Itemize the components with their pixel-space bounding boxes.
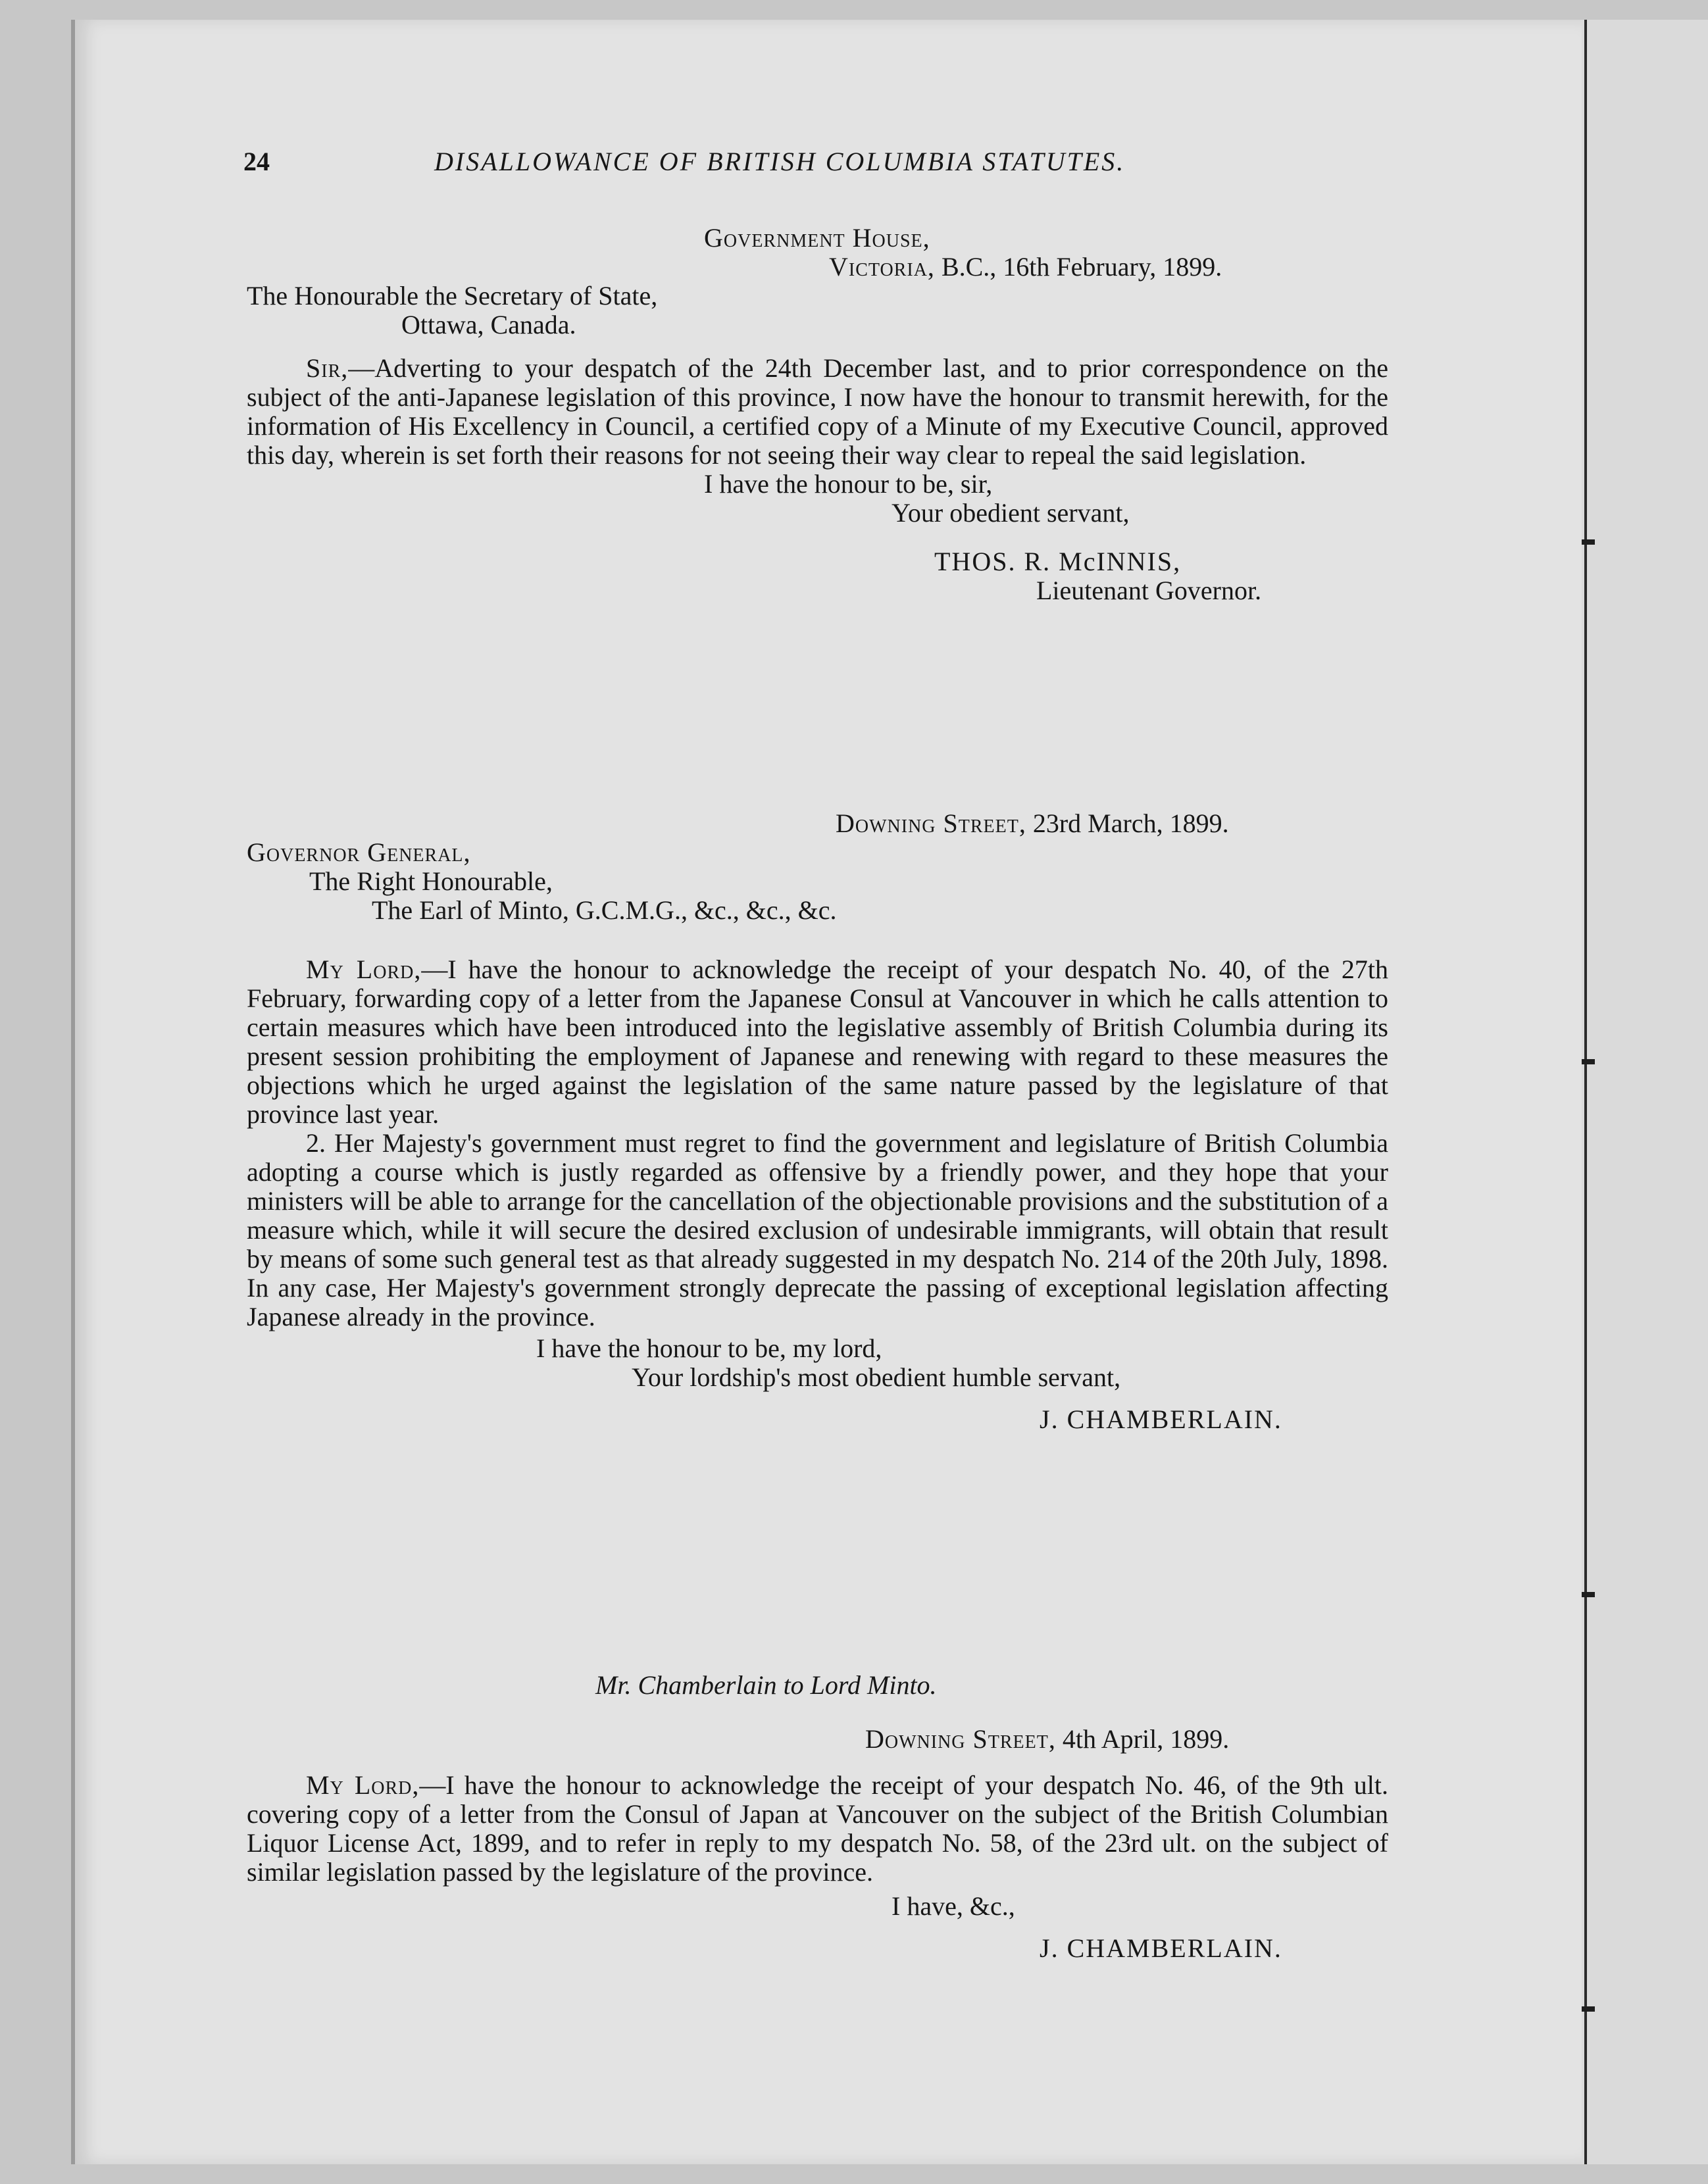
letter-2-place-date: Downing Street, 23rd March, 1899. (836, 808, 1229, 838)
page-gutter (1578, 20, 1708, 2164)
letter-1-signature-title: Lieutenant Governor. (1036, 576, 1262, 605)
letter-2-paragraph-2: 2. Her Majesty's government must regret to find the government and legislature of British Columbia adopting a course which is justly regarded as offensive by a friendly power, and they hope that your ministers will be able to arrange for the cancellation of the objectionable provisions and the substitution of a measure which, while it will secure the desired exclusion of undesirable immigrants, will obtain that result by means of some such general test as that already suggested in my despatch No. 214 of the 20th July, 1898. In any case, Her Majesty's government strongly deprecate the passing of exceptional legislation affecting Japanese already in the province. (247, 1128, 1388, 1331)
letter-2-closing-2: Your lordship's most obedient humble servant, (632, 1362, 1121, 1392)
letter-2-salutation: My Lord, (306, 955, 422, 984)
letter-3-closing: I have, &c., (892, 1891, 1015, 1921)
letter-2 (247, 809, 1388, 1434)
letter-1-addressee: The Honourable the Secretary of State, (247, 281, 658, 310)
letter-2-addressee-2: The Right Honourable, (309, 866, 553, 896)
running-title: DISALLOWANCE OF BRITISH COLUMBIA STATUTES. (434, 147, 1126, 176)
letter-3-salutation: My Lord, (306, 1770, 420, 1800)
page-number: 24 (243, 147, 270, 176)
letter-3-heading: Mr. Chamberlain to Lord Minto. (595, 1670, 937, 1700)
letter-1-addressee-city: Ottawa, Canada. (401, 310, 576, 339)
letter-3-signature: J. CHAMBERLAIN. (1040, 1933, 1282, 1963)
letter-1-body: Sir,—Adverting to your despatch of the 24th December last, and to prior correspondence on the subject of the anti-Japanese legislation of this province, I now have the honour to transmit herewith, for the information of His Excellency in Council, a certified copy of a Minute of my Executive Council, approved this day, wherein is set forth their reasons for not seeing their way clear to repeal the said legislation. (247, 353, 1388, 470)
letter-1-closing-2: Your obedient servant, (892, 498, 1130, 528)
letter-1-closing: I have the honour to be, sir, (704, 469, 993, 499)
letter-1-place-date: Victoria, B.C., 16th February, 1899. (829, 252, 1222, 282)
page-header (243, 146, 1217, 179)
letter-3 (247, 1671, 1388, 1963)
letter-1-salutation: Sir, (306, 353, 349, 383)
letter-1 (247, 224, 1388, 605)
letter-1-signature: THOS. R. McINNIS, (934, 547, 1182, 576)
letter-1-place: Government House, (704, 223, 930, 253)
letter-2-addressee-3: The Earl of Minto, G.C.M.G., &c., &c., &c. (372, 895, 837, 925)
letter-2-addressee: Governor General, (247, 837, 471, 867)
letter-2-paragraph-1: My Lord,—I have the honour to acknowledge the receipt of your despatch No. 40, of the 27th February, forwarding copy of a letter from the Japanese Consul at Vancouver in which he calls attention to certain measures which have been introduced into the legislative assembly of British Columbia during its present session prohibiting the employment of Japanese and renewing with regard to these measures the objections which he urged against the legislation of the same nature passed by the legislature of that province last year. (247, 955, 1388, 1129)
letter-3-place-date: Downing Street, 4th April, 1899. (865, 1724, 1230, 1754)
letter-2-signature: J. CHAMBERLAIN. (1040, 1404, 1282, 1434)
binding-line (1584, 20, 1587, 2164)
letter-2-closing: I have the honour to be, my lord, (536, 1333, 882, 1363)
letter-3-body: My Lord,—I have the honour to acknowledge the receipt of your despatch No. 46, of the 9th ult. covering copy of a letter from the Consul of Japan at Vancouver on the subject of the British Columbian Liquor License Act, 1899, and to refer in reply to my despatch No. 58, of the 23rd ult. on the subject of similar legislation passed by the legislature of the province. (247, 1770, 1388, 1887)
